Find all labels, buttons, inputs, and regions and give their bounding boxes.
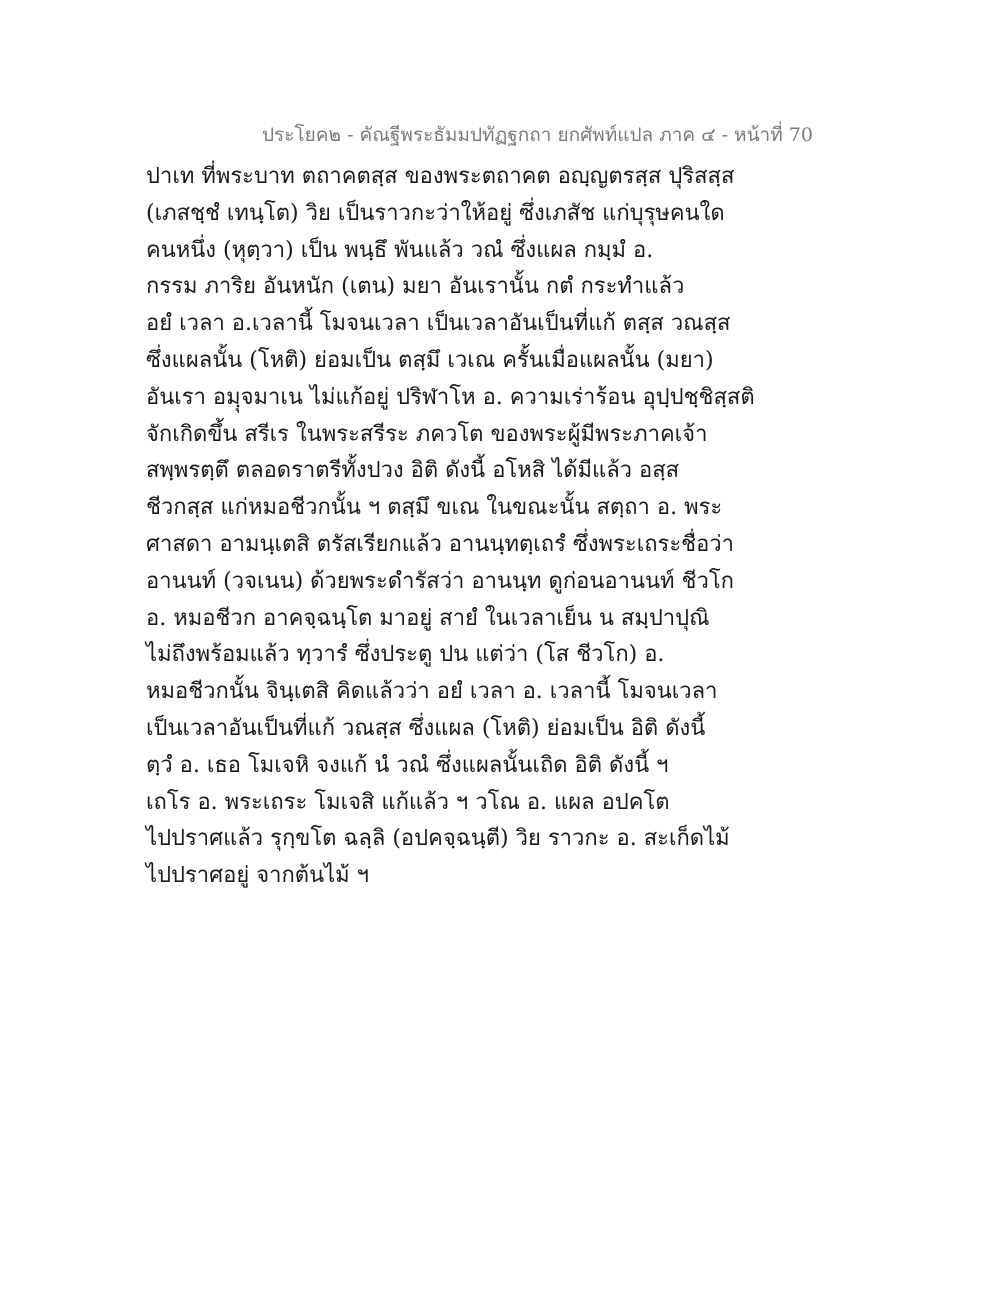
text-line-14: ไม่ถึงพร้อมแล้ว ทฺวารํ ซึ่งประตู ปน แต่ว่า (โส ชีวโก) อ.: [146, 642, 665, 668]
text-line-4: กรรม ภาริย อันหนัก (เตน) มยา อันเรานั้น กตํ กระทำแล้ว: [146, 274, 685, 300]
text-line-17: ตฺวํ อ. เธอ โมเจหิ จงแก้ นํ วณํ ซึ่งแผลนั้นเถิด อิติ ดังนี้ ฯ: [146, 752, 669, 778]
text-line-10: ชีวกสฺส แก่หมอชีวกนั้น ฯ ตสฺมึ ขเณ ในขณะนั้น สตฺถา อ. พระ: [146, 495, 723, 521]
text-line-15: หมอชีวกนั้น จินฺเตสิ คิดแล้วว่า อยํ เวลา อ. เวลานี้ โมจนเวลา: [146, 679, 718, 705]
text-line-20: ไปปราศอยู่ จากต้นไม้ ฯ: [146, 863, 370, 889]
text-line-9: สพฺพรตฺตึ ตลอดราตรีทั้งปวง อิติ ดังนี้ อโหสิ ได้มีแล้ว อสฺส: [146, 458, 680, 484]
text-line-1: ปาเท ที่พระบาท ตถาคตสฺส ของพระตถาคต อญฺญตรสฺส ปุริสสฺส: [146, 164, 735, 189]
text-line-12: อานนท์ (วจเนน) ด้วยพระดำรัสว่า อานนฺท ดูก่อนอานนท์ ชีวโก: [146, 568, 734, 594]
body-text: [146, 159, 886, 895]
text-line-3: คนหนึ่ง (หุตฺวา) เป็น พนฺธึ พันแล้ว วณํ ซึ่งแผล กมฺมํ อ.: [146, 237, 654, 263]
text-line-18: เถโร อ. พระเถระ โมเจสิ แก้แล้ว ฯ วโณ อ. แผล อปคโต: [146, 789, 670, 815]
text-line-19: ไปปราศแล้ว รุกฺขโต ฉลฺลิ (อปคจฺฉนฺตี) วิย ราวกะ อ. สะเก็ดไม้: [146, 826, 730, 852]
running-header: ประโยค๒ - คัณฐีพระธัมมปทัฏฐกถา ยกศัพท์แปล ภาค ๔ - หน้าที่ 70: [262, 124, 813, 146]
text-line-5: อยํ เวลา อ.เวลานี้ โมจนเวลา เป็นเวลาอันเป็นที่แก้ ตสฺส วณสฺส: [146, 311, 731, 337]
text-line-6: ซึ่งแผลนั้น (โหติ) ย่อมเป็น ตสฺมึ เวเณ ครั้นเมื่อแผลนั้น (มยา): [146, 347, 714, 373]
text-line-2: (เภสชฺชํ เทนฺโต) วิย เป็นราวกะว่าให้อยู่ ซึ่งเภสัช แก่บุรุษคนใด: [146, 200, 725, 226]
text-line-8: จักเกิดขึ้น สรีเร ในพระสรีระ ภควโต ของพระผู้มีพระภาคเจ้า: [146, 421, 708, 447]
text-line-13: อ. หมอชีวก อาคจฺฉนฺโต มาอยู่ สายํ ในเวลาเย็น น สมฺปาปุณิ: [146, 605, 710, 631]
text-line-16: เป็นเวลาอันเป็นที่แก้ วณสฺส ซึ่งแผล (โหติ) ย่อมเป็น อิติ ดังนี้: [146, 715, 706, 741]
text-line-7: อันเรา อมฺุจมาเน ไม่แก้อยู่ ปริฬาโห อ. ความเร่าร้อน อุปฺปชฺชิสฺสติ: [146, 384, 755, 410]
text-line-11: ศาสดา อามนฺเตสิ ตรัสเรียกแล้ว อานนฺทตฺเถรํ ซึ่งพระเถระชื่อว่า: [146, 531, 735, 557]
